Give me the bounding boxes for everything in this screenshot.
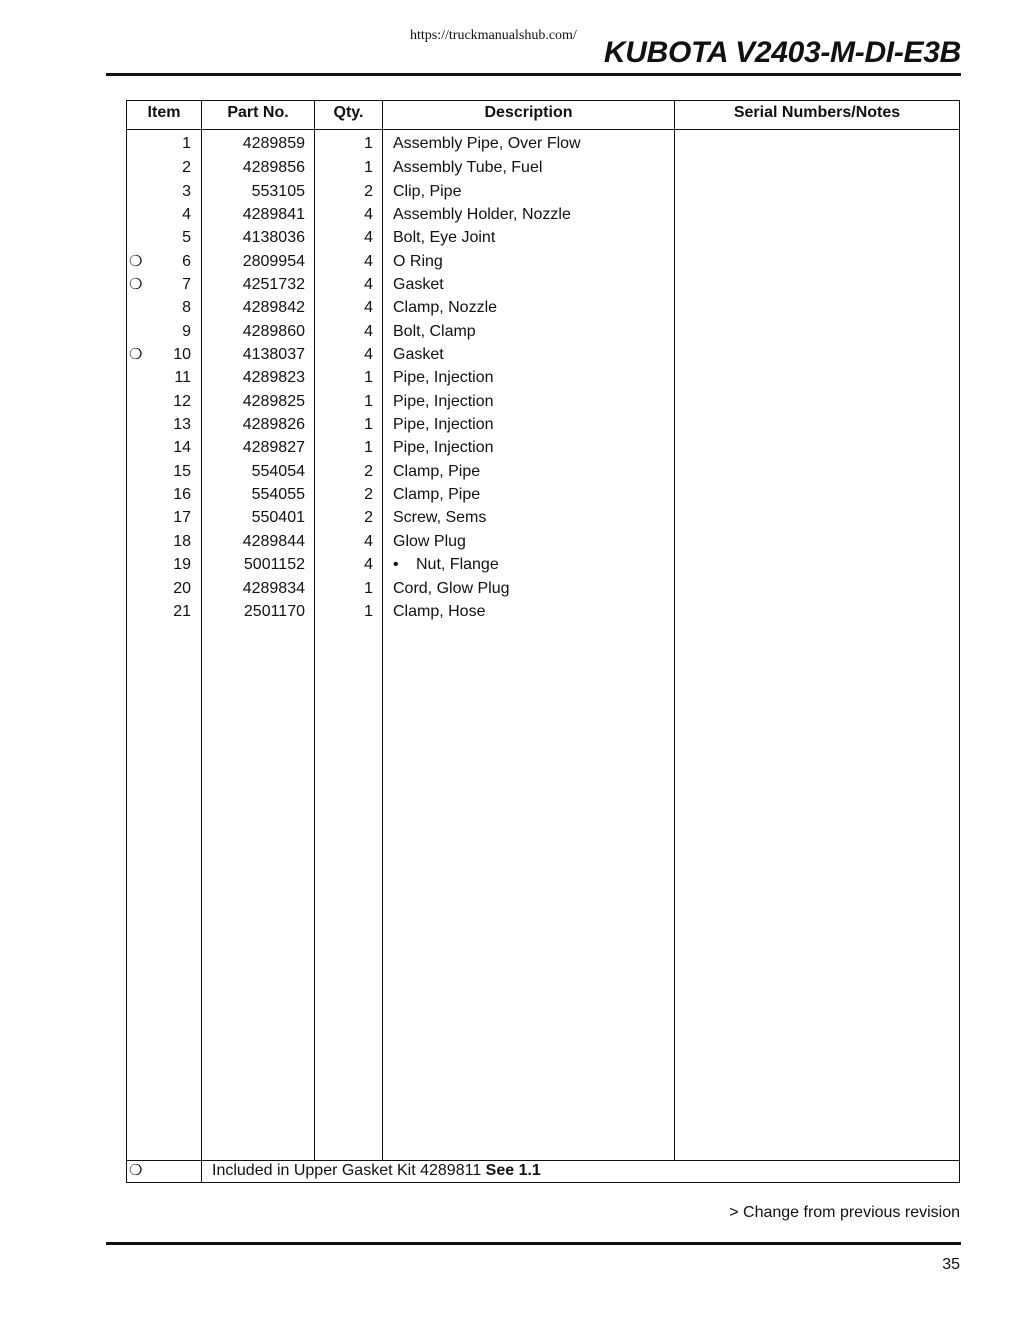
description xyxy=(393,392,673,412)
quantity: 1 xyxy=(364,135,373,152)
quantity: 1 xyxy=(364,580,373,597)
description-text: Gasket xyxy=(393,346,444,363)
table-row xyxy=(127,579,961,602)
part-number: 4138036 xyxy=(242,229,305,246)
table-row xyxy=(127,298,961,321)
item-number: 13 xyxy=(173,416,191,433)
table-row xyxy=(127,485,961,508)
description-text: Nut, Flange xyxy=(416,556,499,573)
description-text: Glow Plug xyxy=(393,533,466,550)
quantity: 4 xyxy=(364,556,373,573)
description-text: Screw, Sems xyxy=(393,509,487,526)
description-text: Pipe, Injection xyxy=(393,369,494,386)
item-number: 15 xyxy=(173,463,191,480)
bullet-icon: • xyxy=(393,556,399,573)
description xyxy=(393,298,673,318)
quantity: 4 xyxy=(364,323,373,340)
part-number: 554055 xyxy=(251,486,305,503)
description xyxy=(393,368,673,388)
description-text: Assembly Tube, Fuel xyxy=(393,159,543,176)
column-header-serial-notes: Serial Numbers/Notes xyxy=(733,104,901,121)
part-number: 2809954 xyxy=(242,253,305,270)
part-number: 554054 xyxy=(251,463,305,480)
description xyxy=(393,158,673,178)
description xyxy=(393,508,673,528)
table-row xyxy=(127,368,961,391)
item-number: 4 xyxy=(182,206,191,223)
header-rule xyxy=(106,73,961,76)
footnote-reference: See 1.1 xyxy=(485,1162,541,1179)
description xyxy=(393,322,673,342)
part-number: 4289856 xyxy=(242,159,305,176)
parts-table xyxy=(126,100,960,1183)
table-footnote xyxy=(127,1161,961,1183)
table-row xyxy=(127,205,961,228)
quantity: 1 xyxy=(364,603,373,620)
description xyxy=(393,462,673,482)
item-number: 17 xyxy=(173,509,191,526)
quantity: 2 xyxy=(364,486,373,503)
quantity: 4 xyxy=(364,276,373,293)
table-row xyxy=(127,228,961,251)
part-number: 550401 xyxy=(251,509,305,526)
description-text: Clamp, Pipe xyxy=(393,486,481,503)
table-row xyxy=(127,322,961,345)
description-text: Bolt, Clamp xyxy=(393,323,476,340)
quantity: 1 xyxy=(364,393,373,410)
description xyxy=(393,602,673,622)
item-number: 20 xyxy=(173,580,191,597)
quantity: 2 xyxy=(364,509,373,526)
footnote-label: Included in Upper Gasket Kit 4289811 xyxy=(212,1162,486,1179)
circle-marker-icon: ❍ xyxy=(129,1162,143,1179)
part-number: 4251732 xyxy=(242,276,305,293)
item-number: 11 xyxy=(174,369,191,386)
item-number: 5 xyxy=(182,229,191,246)
quantity: 4 xyxy=(364,299,373,316)
column-header-item: Item xyxy=(147,104,181,121)
description-text: Clip, Pipe xyxy=(393,183,462,200)
part-number: 4289842 xyxy=(242,299,305,316)
table-row xyxy=(127,462,961,485)
item-number: 14 xyxy=(173,439,191,456)
quantity: 1 xyxy=(364,416,373,433)
quantity: 4 xyxy=(364,206,373,223)
item-number: 9 xyxy=(182,323,191,340)
description xyxy=(393,438,673,458)
change-note: > Change from previous revision xyxy=(729,1204,960,1221)
footer-rule xyxy=(106,1242,961,1245)
item-number: 12 xyxy=(173,393,191,410)
table-row xyxy=(127,345,961,368)
part-number: 4289827 xyxy=(242,439,305,456)
description-text: Bolt, Eye Joint xyxy=(393,229,496,246)
description-text: Cord, Glow Plug xyxy=(393,580,510,597)
description-text: Clamp, Hose xyxy=(393,603,486,620)
part-number: 4289826 xyxy=(242,416,305,433)
part-number: 4289823 xyxy=(242,369,305,386)
description xyxy=(393,182,673,202)
quantity: 4 xyxy=(364,229,373,246)
description xyxy=(393,485,673,505)
source-url[interactable]: https://truckmanualshub.com/ xyxy=(410,28,577,43)
page-title: KUBOTA V2403-M-DI-E3B xyxy=(603,36,961,69)
table-row xyxy=(127,415,961,438)
description xyxy=(393,579,673,599)
item-number: 10 xyxy=(173,346,191,363)
part-number: 4289841 xyxy=(242,206,305,223)
description-text: O Ring xyxy=(393,253,443,270)
description xyxy=(393,228,673,248)
quantity: 4 xyxy=(364,253,373,270)
table-row xyxy=(127,392,961,415)
item-number: 21 xyxy=(173,603,191,620)
description-text: Clamp, Nozzle xyxy=(393,299,498,316)
quantity: 1 xyxy=(364,439,373,456)
description xyxy=(393,555,673,575)
part-number: 4289834 xyxy=(242,580,305,597)
item-number: 16 xyxy=(173,486,191,503)
item-number: 6 xyxy=(182,253,191,270)
description xyxy=(393,252,673,272)
quantity: 1 xyxy=(364,369,373,386)
column-header-qty: Qty. xyxy=(333,104,364,121)
table-row xyxy=(127,252,961,275)
table-row xyxy=(127,508,961,531)
footnote-text xyxy=(212,1161,541,1181)
description-text: Pipe, Injection xyxy=(393,439,494,456)
item-number: 8 xyxy=(182,299,191,316)
table-row xyxy=(127,555,961,578)
item-number: 1 xyxy=(182,135,191,152)
page-number: 35 xyxy=(942,1256,960,1273)
description xyxy=(393,345,673,365)
table-row xyxy=(127,438,961,461)
description xyxy=(393,415,673,435)
circle-marker-icon: ❍ xyxy=(129,276,143,293)
quantity: 4 xyxy=(364,346,373,363)
item-number: 19 xyxy=(173,556,191,573)
part-number: 2501170 xyxy=(243,603,305,620)
quantity: 2 xyxy=(364,183,373,200)
description xyxy=(393,205,673,225)
quantity: 2 xyxy=(364,463,373,480)
column-header-description: Description xyxy=(484,104,573,121)
description xyxy=(393,275,673,295)
description-text: Assembly Holder, Nozzle xyxy=(393,206,571,223)
table-row xyxy=(127,134,961,157)
description-text: Gasket xyxy=(393,276,444,293)
description-text: Clamp, Pipe xyxy=(393,463,481,480)
part-number: 4289825 xyxy=(242,393,305,410)
description xyxy=(393,532,673,552)
description xyxy=(393,134,673,154)
part-number: 4289844 xyxy=(242,533,305,550)
header-underline xyxy=(127,129,959,130)
circle-marker-icon: ❍ xyxy=(129,253,143,270)
table-row xyxy=(127,182,961,205)
circle-marker-icon: ❍ xyxy=(129,346,143,363)
description-text: Pipe, Injection xyxy=(393,416,494,433)
part-number: 4289860 xyxy=(242,323,305,340)
quantity: 1 xyxy=(364,159,373,176)
part-number: 553105 xyxy=(251,183,305,200)
table-row xyxy=(127,532,961,555)
table-row xyxy=(127,158,961,181)
quantity: 4 xyxy=(364,533,373,550)
item-number: 7 xyxy=(182,276,191,293)
part-number: 4289859 xyxy=(242,135,305,152)
item-number: 18 xyxy=(173,533,191,550)
part-number: 4138037 xyxy=(242,346,305,363)
table-row xyxy=(127,275,961,298)
description-text: Assembly Pipe, Over Flow xyxy=(393,135,581,152)
item-number: 3 xyxy=(182,183,191,200)
column-header-part-no: Part No. xyxy=(227,104,289,121)
item-number: 2 xyxy=(182,159,191,176)
part-number: 5001152 xyxy=(243,556,305,573)
table-row xyxy=(127,602,961,625)
description-text: Pipe, Injection xyxy=(393,393,494,410)
